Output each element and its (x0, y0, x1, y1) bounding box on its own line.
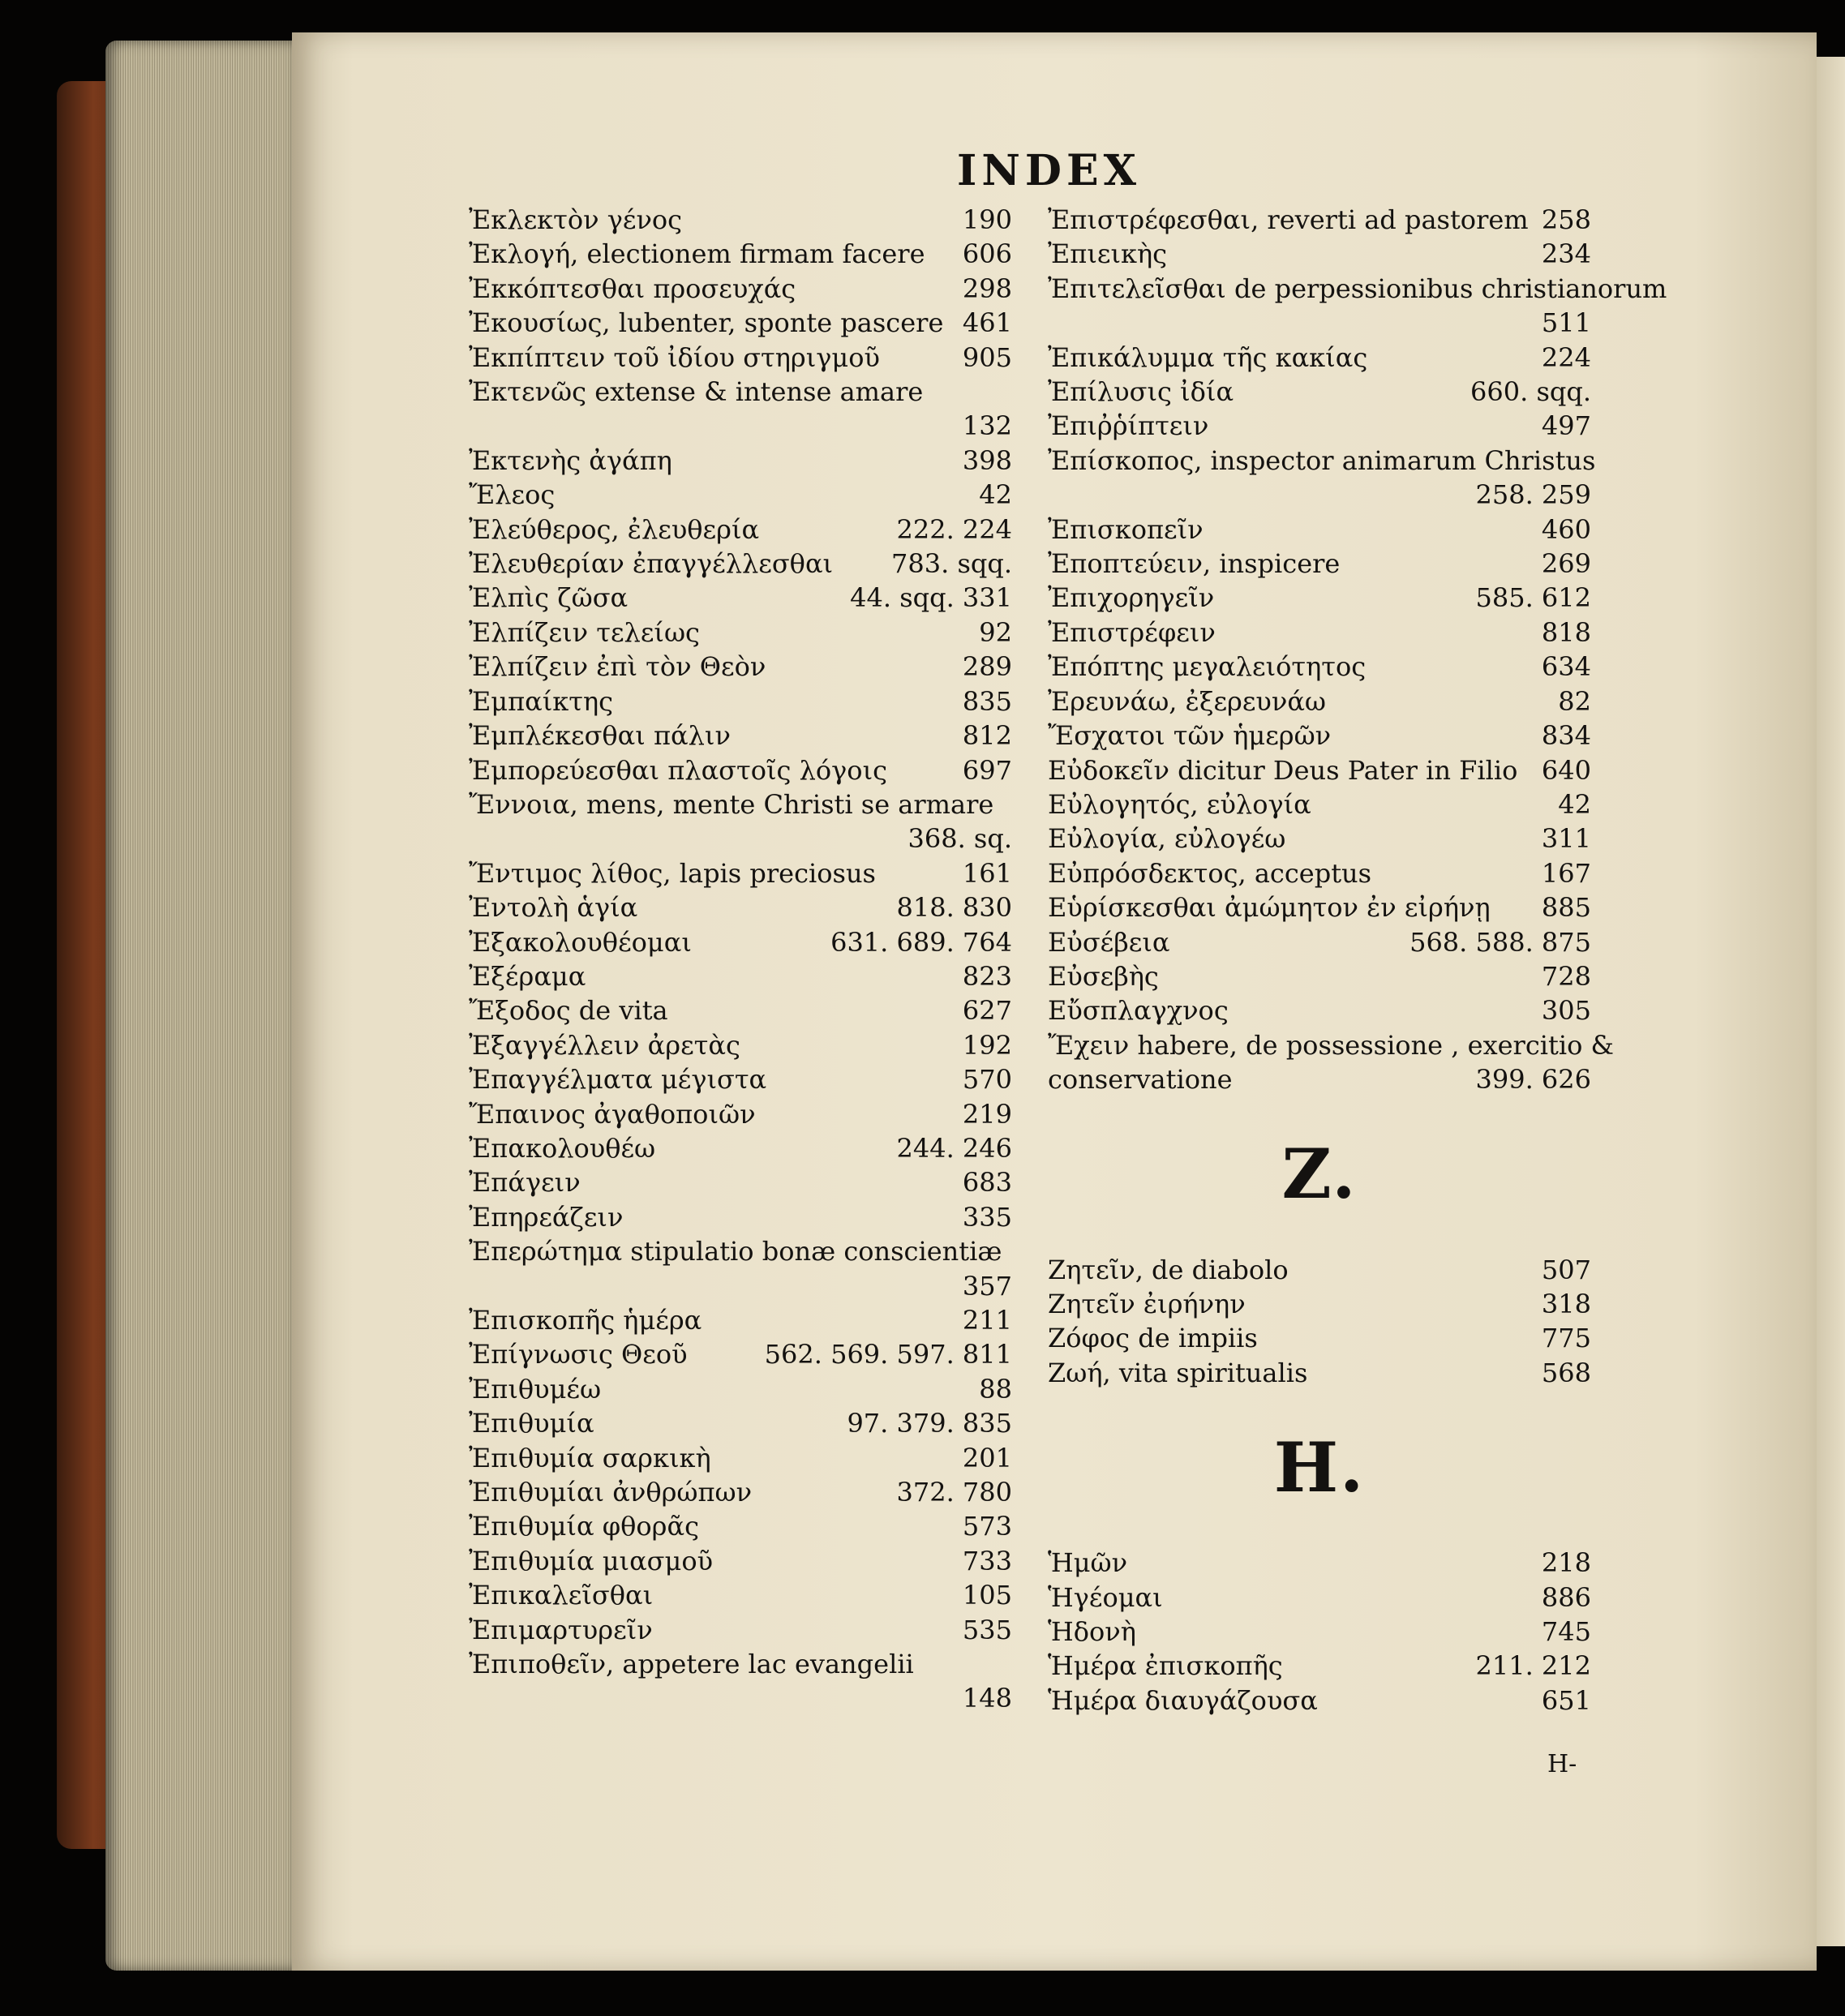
index-entry (1048, 856, 1591, 890)
index-term: Ἐποπτεύειν, inspicere (1048, 548, 1341, 580)
index-entry (1048, 1356, 1591, 1390)
index-entry (469, 890, 1012, 924)
index-entry (469, 650, 1012, 684)
index-entry (469, 444, 1012, 478)
index-term: Ἐπιμαρτυρεῖν (469, 1614, 653, 1645)
index-pages: 42 (1558, 788, 1591, 820)
index-entry (469, 237, 1012, 271)
index-pages: 640 (1541, 754, 1591, 786)
index-entry (1048, 1546, 1591, 1580)
index-entry (1048, 1649, 1591, 1683)
index-pages: 269 (1541, 548, 1591, 580)
index-pages: 42 (979, 479, 1012, 511)
index-entry (469, 1578, 1012, 1612)
index-entry (1048, 959, 1591, 993)
index-entry (1048, 513, 1591, 547)
index-term: Ἐλεύθερος, ἐλευθερία (469, 513, 760, 545)
index-term: Ἔλεος (469, 479, 556, 511)
index-entry (469, 1097, 1012, 1131)
index-term: Εὐσεβὴς (1048, 960, 1159, 992)
index-entry (469, 547, 1012, 581)
index-term: Εὐλογητός, εὐλογία (1048, 788, 1311, 820)
index-entry (469, 718, 1012, 753)
index-entry (1048, 1253, 1591, 1287)
index-entry (1048, 1062, 1591, 1096)
index-pages: 368. sq. (907, 823, 1012, 855)
index-pages: 573 (962, 1511, 1012, 1542)
index-entry (469, 821, 1012, 856)
index-term: Ἐπιθυμία μιασμοῦ (469, 1545, 714, 1576)
index-entry (469, 1337, 1012, 1371)
index-entry (1048, 1287, 1591, 1321)
index-pages: 222. 224 (896, 513, 1012, 545)
index-pages: 507 (1541, 1254, 1591, 1285)
index-entry (1048, 375, 1591, 409)
index-term: Ἐξαγγέλλειν ἀρετὰς (469, 1029, 740, 1061)
index-term: Ἐκουσίως, lubenter, sponte pascere (469, 307, 944, 339)
index-entry (1048, 547, 1591, 581)
index-entry (1048, 787, 1591, 821)
index-pages: 258. 259 (1475, 479, 1591, 511)
index-pages: 335 (962, 1201, 1012, 1233)
index-pages: 660. sqq. (1470, 376, 1591, 408)
index-entry (469, 1406, 1012, 1440)
index-pages: 218 (1541, 1547, 1591, 1579)
index-term: Ἐπισκοπεῖν (1048, 513, 1204, 545)
index-term: Ἔπαινος ἀγαθοποιῶν (469, 1098, 756, 1130)
index-pages: 627 (962, 995, 1012, 1027)
index-term: Ἐρευνάω, ἐξερευνάω (1048, 685, 1327, 717)
index-pages: 885 (1541, 892, 1591, 924)
index-term: Ζόφος de impiis (1048, 1323, 1258, 1354)
index-term: Ἐλπίζειν ἐπὶ τὸν Θεὸν (469, 651, 766, 683)
index-term: Ἐπηρεάζειν (469, 1201, 624, 1233)
index-entry (1048, 341, 1591, 375)
index-entry (469, 1200, 1012, 1234)
index-entry (469, 1372, 1012, 1406)
running-head: INDEX (957, 146, 1141, 195)
index-term: Ἐπιθυμία σαρκικὴ (469, 1442, 711, 1473)
index-pages: 234 (1541, 238, 1591, 270)
index-entry (469, 203, 1012, 237)
index-pages: 697 (962, 754, 1012, 786)
index-entry (469, 1509, 1012, 1543)
index-pages: 357 (962, 1270, 1012, 1302)
index-term: Εὑρίσκεσθαι ἀμώμητον ἐν εἰρήνῃ (1048, 892, 1491, 924)
index-entry (1048, 203, 1591, 237)
index-entry (1048, 1684, 1591, 1718)
index-term: Ἐπιῤῥίπτειν (1048, 410, 1209, 442)
index-pages: 783. sqq. (891, 548, 1012, 580)
index-term: Ἐξακολουθέομαι (469, 926, 692, 958)
index-term: Ἐπίγνωσις Θεοῦ (469, 1339, 688, 1370)
index-pages: 318 (1541, 1288, 1591, 1319)
index-column-right (1048, 203, 1667, 1718)
index-term: Ἡμέρα ἐπισκοπῆς (1048, 1650, 1283, 1682)
index-entry (1048, 684, 1591, 718)
index-term: Ἐπισκοπῆς ἡμέρα (469, 1305, 702, 1336)
index-term: Ἐντολὴ ἁγία (469, 892, 638, 924)
index-entry (469, 375, 1012, 409)
index-pages: 258 (1541, 204, 1591, 235)
index-term: Ἐπιθυμία φθορᾶς (469, 1511, 699, 1542)
index-term: Ἡδονὴ (1048, 1616, 1136, 1647)
index-entry (1048, 718, 1591, 753)
index-pages: 132 (962, 410, 1012, 442)
index-pages: 823 (962, 960, 1012, 992)
index-pages: 398 (962, 444, 1012, 476)
index-pages: 161 (962, 857, 1012, 889)
index-entry (469, 1269, 1012, 1303)
index-entry (469, 1647, 1012, 1681)
index-term: Ἔξοδος de vita (469, 995, 668, 1027)
index-entry (469, 272, 1012, 306)
index-entry (1048, 993, 1591, 1027)
index-pages: 224 (1541, 341, 1591, 373)
index-entry (1048, 650, 1591, 684)
index-entry (469, 341, 1012, 375)
index-term: Ἐξέραμα (469, 960, 586, 992)
index-term: Ζητεῖν ἐιρήνην (1048, 1288, 1246, 1319)
index-entry (1048, 890, 1591, 924)
index-entry (469, 753, 1012, 787)
index-term: Ἔσχατοι τῶν ἡμερῶν (1048, 720, 1332, 752)
index-term: Ἐκλεκτὸν γένος (469, 204, 683, 235)
index-pages: 148 (962, 1683, 1012, 1714)
index-term: Ἐπόπτης μεγαλειότητος (1048, 651, 1367, 683)
index-term: Ἐπίσκοπος, inspector animarum Christus (1048, 444, 1596, 476)
index-entry (469, 409, 1012, 443)
index-term: Ἡμέρα διαυγάζουσα (1048, 1684, 1318, 1716)
index-pages: 97. 379. 835 (847, 1408, 1012, 1439)
index-term: Ἐκλογή, electionem firmam facere (469, 238, 925, 270)
index-entry (1048, 237, 1591, 271)
index-term: Ἐπάγειν (469, 1167, 581, 1199)
index-term: Εὐδοκεῖν dicitur Deus Pater in Filio (1048, 754, 1518, 786)
index-pages: 167 (1541, 857, 1591, 889)
index-pages: 905 (962, 341, 1012, 373)
index-entry (469, 1062, 1012, 1096)
index-entry (1048, 925, 1591, 959)
index-term: Ἐμπλέκεσθαι πάλιν (469, 720, 731, 752)
index-term: Ἐπερώτημα stipulatio bonæ conscientiæ (469, 1236, 1002, 1268)
index-pages: 44. sqq. 331 (850, 582, 1012, 614)
index-term: Ζωή, vita spiritualis (1048, 1357, 1308, 1388)
index-term: Ἐπικαλεῖσθαι (469, 1580, 654, 1611)
index-term: Ἐκτενὴς ἀγάπη (469, 444, 672, 476)
index-pages: 461 (962, 307, 1012, 339)
index-entry (469, 1028, 1012, 1062)
section-heading-h: H. (1273, 1426, 1366, 1508)
index-pages: 497 (1541, 410, 1591, 442)
index-pages: 88 (979, 1373, 1012, 1405)
index-entry (469, 513, 1012, 547)
index-pages: 289 (962, 651, 1012, 683)
index-entry (469, 1131, 1012, 1165)
index-term: Εὐλογία, εὐλογέω (1048, 823, 1286, 855)
index-pages: 92 (979, 616, 1012, 648)
index-term: conservatione (1048, 1064, 1233, 1096)
index-entry (1048, 1615, 1591, 1649)
index-term: Ἡμῶν (1048, 1547, 1128, 1579)
index-term: Ἐλευθερίαν ἐπαγγέλλεσθαι (469, 548, 834, 580)
page-edges (105, 41, 292, 1971)
index-term: Ἐπιστρέφεσθαι, reverti ad pastorem (1048, 204, 1529, 235)
index-pages: 372. 780 (896, 1477, 1012, 1508)
index-term: Ἐλπίζειν τελείως (469, 616, 700, 648)
index-term: Ἔχειν habere, de possessione , exercitio & (1048, 1029, 1615, 1061)
index-column-left (469, 203, 1012, 1716)
index-term: Εὐπρόσδεκτος, acceptus (1048, 857, 1372, 889)
index-term: Ἐπιθυμέω (469, 1373, 602, 1405)
index-term: Ἐπικάλυμμα τῆς κακίας (1048, 341, 1368, 373)
index-term: Εὐσέβεια (1048, 926, 1170, 958)
index-term: Ἐπιστρέφειν (1048, 616, 1216, 648)
index-term: Ἡγέομαι (1048, 1581, 1163, 1613)
index-term: Εὔσπλαγχνος (1048, 995, 1229, 1027)
index-pages: 651 (1541, 1684, 1591, 1716)
index-entry (1048, 272, 1667, 306)
index-term: Ἐπίλυσις ἰδία (1048, 376, 1234, 408)
index-entry (469, 1613, 1012, 1647)
index-term: Ζητεῖν, de diabolo (1048, 1254, 1289, 1285)
index-entry (1048, 821, 1591, 856)
index-term: Ἐκπίπτειν τοῦ ἰδίου στηριγμοῦ (469, 341, 880, 373)
index-pages: 606 (962, 238, 1012, 270)
index-pages: 585. 612 (1475, 582, 1591, 614)
index-term: Ἐμπορεύεσθαι πλαστοῖς λόγοις (469, 754, 888, 786)
index-pages: 835 (962, 685, 1012, 717)
index-pages: 211. 212 (1475, 1650, 1591, 1682)
index-entry (1048, 1581, 1591, 1615)
index-pages: 818 (1541, 616, 1591, 648)
index-term: Ἐπιποθεῖν, appetere lac evangelii (469, 1649, 914, 1680)
index-pages: 812 (962, 720, 1012, 752)
index-pages: 201 (962, 1442, 1012, 1473)
index-entry (469, 684, 1012, 718)
index-entry (469, 1165, 1012, 1199)
index-pages: 562. 569. 597. 811 (764, 1339, 1012, 1370)
index-term: Ἔννοια, mens, mente Christi se armare (469, 788, 994, 820)
index-pages: 818. 830 (896, 892, 1012, 924)
index-pages: 570 (962, 1064, 1012, 1096)
index-pages: 634 (1541, 651, 1591, 683)
index-pages: 298 (962, 272, 1012, 304)
index-pages: 82 (1558, 685, 1591, 717)
index-pages: 219 (962, 1098, 1012, 1130)
index-entry (1048, 306, 1591, 340)
index-pages: 728 (1541, 960, 1591, 992)
index-pages: 631. 689. 764 (830, 926, 1012, 958)
index-pages: 683 (962, 1167, 1012, 1199)
section-heading-z: Z. (1281, 1134, 1358, 1215)
index-term: Ἐπιτελεῖσθαι de perpessionibus christianorum (1048, 272, 1667, 304)
index-entry (469, 787, 1012, 821)
index-term: Ἐπακολουθέω (469, 1132, 656, 1164)
index-pages: 105 (962, 1580, 1012, 1611)
index-term: Ἐλπὶς ζῶσα (469, 582, 629, 614)
index-pages: 305 (1541, 995, 1591, 1027)
catchword: H- (1547, 1750, 1577, 1778)
index-pages: 745 (1541, 1616, 1591, 1647)
index-entry (469, 616, 1012, 650)
index-entry (1048, 1321, 1591, 1355)
index-pages: 834 (1541, 720, 1591, 752)
index-entry (469, 1475, 1012, 1509)
index-pages: 190 (962, 204, 1012, 235)
index-term: Ἐκτενῶς extense & intense amare (469, 376, 924, 408)
index-term: Ἐπαγγέλματα μέγιστα (469, 1064, 767, 1096)
index-entry (469, 581, 1012, 615)
index-entry (469, 856, 1012, 890)
index-pages: 568. 588. 875 (1409, 926, 1591, 958)
index-entry (469, 306, 1012, 340)
index-entry (1048, 478, 1591, 512)
index-pages: 568 (1541, 1357, 1591, 1388)
index-entry (469, 478, 1012, 512)
index-entry (1048, 444, 1596, 478)
index-pages: 733 (962, 1545, 1012, 1576)
index-term: Ἐπιθυμία (469, 1408, 594, 1439)
index-entry (1048, 581, 1591, 615)
index-term: Ἐμπαίκτης (469, 685, 614, 717)
index-entry (469, 993, 1012, 1027)
index-term: Ἔντιμος λίθος, lapis preciosus (469, 857, 876, 889)
index-pages: 511 (1541, 307, 1591, 339)
index-entry (469, 1303, 1012, 1337)
index-pages: 211 (962, 1305, 1012, 1336)
index-pages: 535 (962, 1614, 1012, 1645)
index-entry (469, 1441, 1012, 1475)
index-entry (469, 1681, 1012, 1715)
index-entry (469, 959, 1012, 993)
index-pages: 460 (1541, 513, 1591, 545)
index-pages: 886 (1541, 1581, 1591, 1613)
index-entry (469, 1544, 1012, 1578)
index-term: Ἐπιχορηγεῖν (1048, 582, 1215, 614)
index-pages: 399. 626 (1475, 1064, 1591, 1096)
index-term: Ἐκκόπτεσθαι προσευχάς (469, 272, 796, 304)
index-pages: 244. 246 (896, 1132, 1012, 1164)
index-pages: 192 (962, 1029, 1012, 1061)
index-entry (1048, 409, 1591, 443)
index-entry (1048, 753, 1591, 787)
index-entry (469, 925, 1012, 959)
index-entry (1048, 1028, 1615, 1062)
index-term: Ἐπιεικὴς (1048, 238, 1168, 270)
index-entry (1048, 616, 1591, 650)
index-entry (469, 1234, 1012, 1268)
index-pages: 775 (1541, 1323, 1591, 1354)
index-term: Ἐπιθυμίαι ἀνθρώπων (469, 1477, 753, 1508)
index-pages: 311 (1541, 823, 1591, 855)
